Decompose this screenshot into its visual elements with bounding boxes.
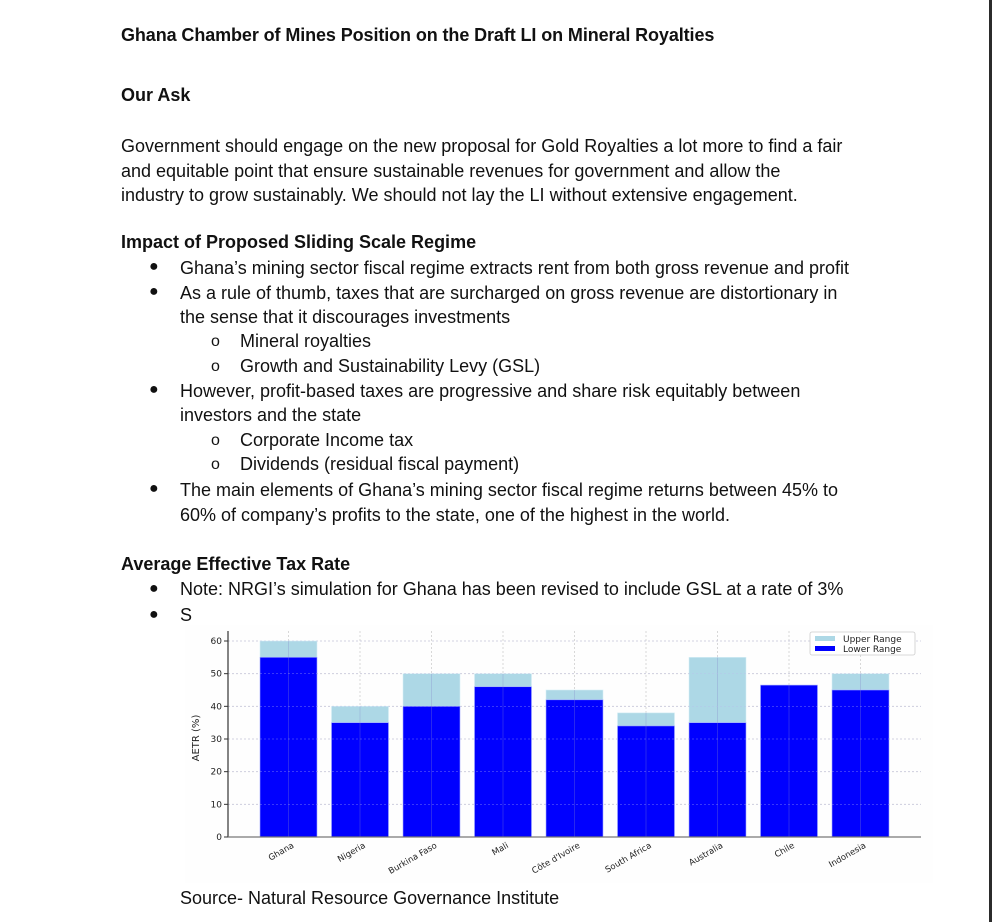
y-tick-label: 0: [216, 833, 222, 843]
heading-aetr: Average Effective Tax Rate: [121, 554, 351, 574]
bullet-icon: ●: [149, 283, 159, 300]
chart-bars: [228, 641, 921, 837]
impact-bullet-3-line-1: However, profit-based taxes are progressive and share risk equitably between: [180, 381, 801, 401]
bullet-icon: ●: [149, 480, 159, 497]
impact-bullet-1: Ghana’s mining sector fiscal regime extracts rent from both gross revenue and profit: [180, 258, 849, 278]
x-tick-label: Burkina Faso: [387, 840, 439, 877]
x-tick-label: Australia: [687, 840, 725, 869]
aetr-bullet-s: S: [180, 605, 193, 625]
impact-subitem-royalties: Mineral royalties: [240, 331, 372, 351]
aetr-note: Note: NRGI’s simulation for Ghana has been revised to include GSL at a rate of 3%: [180, 579, 844, 599]
y-tick-label: 60: [210, 637, 222, 647]
sub-bullet-icon: o: [211, 358, 220, 375]
x-tick-label: Indonesia: [827, 840, 868, 871]
sub-bullet-icon: o: [211, 456, 220, 473]
heading-our-ask: Our Ask: [121, 85, 191, 105]
ask-line-1: Government should engage on the new proposal for Gold Royalties a lot more to find a fair: [121, 136, 843, 156]
x-tick-label: Nigeria: [336, 840, 368, 865]
y-tick-label: 40: [210, 702, 222, 713]
legend-swatch-upper: [815, 636, 835, 641]
aetr-bar-chart: [185, 625, 933, 883]
y-axis-ticks: [211, 637, 228, 843]
chart-legend: [810, 632, 915, 655]
ask-paragraph: [121, 134, 911, 208]
y-tick-label: 30: [210, 735, 222, 745]
impact-bullet-4-line-2: 60% of company’s profits to the state, one of the highest in the world.: [180, 505, 730, 525]
legend-label-lower: Lower Range: [843, 645, 902, 655]
heading-impact: Impact of Proposed Sliding Scale Regime: [121, 232, 477, 252]
impact-subitem-cit: Corporate Income tax: [240, 430, 414, 450]
bullet-icon: ●: [149, 381, 159, 398]
bullet-icon: ●: [149, 580, 159, 597]
impact-subitem-dividends: Dividends (residual fiscal payment): [240, 454, 520, 474]
y-tick-label: 50: [210, 669, 222, 680]
bullet-icon: ●: [149, 258, 159, 275]
x-axis-ticks: [267, 840, 868, 877]
ask-line-2: and equitable point that ensure sustainable revenues for government and allow the: [121, 160, 781, 181]
y-tick-label: 10: [210, 800, 222, 811]
sub-bullet-icon: o: [211, 432, 220, 449]
x-tick-label: Mali: [490, 840, 511, 859]
y-tick-label: 20: [210, 767, 222, 778]
impact-bullet-2-line-2: the sense that it discourages investments: [180, 307, 511, 327]
x-tick-label: South Africa: [603, 840, 654, 876]
legend-label-upper: Upper Range: [843, 635, 902, 645]
x-tick-label: Chile: [773, 840, 797, 861]
sub-bullet-icon: o: [211, 333, 220, 350]
x-tick-label: Côte d'Ivoire: [530, 840, 582, 877]
chart-canvas: [185, 625, 933, 883]
ask-line-3: industry to grow sustainably. We should not lay the LI without extensive engagement.: [121, 185, 798, 205]
impact-subitem-gsl: Growth and Sustainability Levy (GSL): [240, 356, 541, 376]
x-tick-label: Ghana: [266, 840, 296, 864]
bullet-icon: ●: [149, 606, 159, 623]
legend-swatch-lower: [815, 646, 835, 651]
document-title: Ghana Chamber of Mines Position on the Draft LI on Mineral Royalties: [121, 25, 715, 45]
impact-bullet-3-line-2: investors and the state: [180, 405, 362, 425]
y-axis-label: AETR (%): [191, 714, 202, 762]
impact-bullet-2-line-1: As a rule of thumb, taxes that are surcharged on gross revenue are distortionary in: [180, 283, 838, 303]
source-caption: Source- Natural Resource Governance Institute: [180, 888, 560, 908]
impact-bullet-4-line-1: The main elements of Ghana’s mining sector fiscal regime returns between 45% to: [180, 480, 838, 500]
